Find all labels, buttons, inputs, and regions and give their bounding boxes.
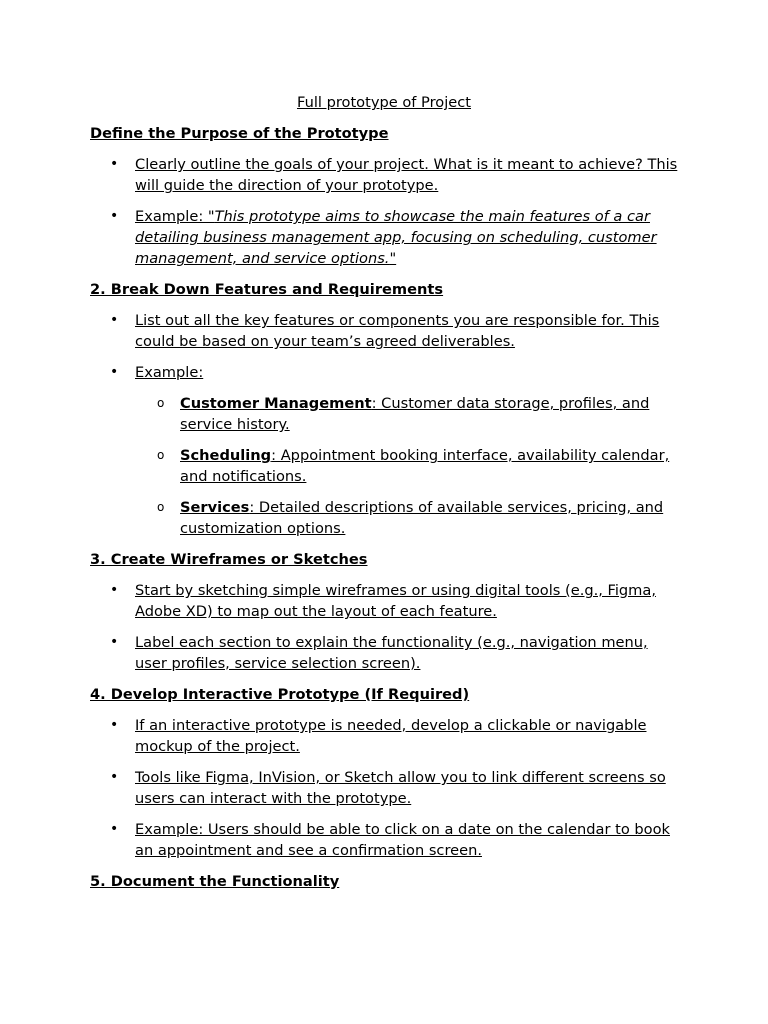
- bullet-marker: •: [110, 769, 119, 785]
- bullet-marker: •: [110, 364, 119, 380]
- bullet-marker: •: [110, 312, 119, 328]
- list-item-text: Clearly outline the goals of your project. What is it meant to achieve? This will guide the direction of your prototype.: [135, 156, 678, 194]
- interactive-list: [90, 715, 678, 861]
- list-item: [90, 206, 678, 269]
- list-item: [90, 715, 678, 757]
- sub-list-item: [135, 393, 678, 435]
- feature-name: Scheduling: [180, 447, 272, 464]
- list-item-text: List out all the key features or components you are responsible for. This could be based on your team’s agreed deliverables.: [135, 312, 660, 350]
- list-item: [90, 580, 678, 622]
- sub-bullet-marker: o: [157, 448, 165, 462]
- wireframes-list: [90, 580, 678, 674]
- bullet-marker: •: [110, 156, 119, 172]
- list-item-text: Tools like Figma, InVision, or Sketch allow you to link different screens so users can interact with the prototype.: [135, 769, 666, 807]
- section-heading-interactive: 4. Develop Interactive Prototype (If Required): [90, 686, 470, 703]
- list-item: [90, 362, 678, 539]
- example-prefix: Example: ": [135, 208, 215, 225]
- bullet-marker: •: [110, 582, 119, 598]
- list-item: [90, 819, 678, 861]
- section-heading-features: 2. Break Down Features and Requirements: [90, 281, 444, 298]
- document-title: Full prototype of Project: [297, 94, 471, 111]
- bullet-marker: •: [110, 821, 119, 837]
- sub-list-item: [135, 497, 678, 539]
- feature-description: : Detailed descriptions of available services, pricing, and customization options.: [180, 499, 664, 537]
- purpose-list: [90, 154, 678, 269]
- feature-description: : Appointment booking interface, availability calendar, and notifications.: [180, 447, 670, 485]
- list-item: [90, 154, 678, 196]
- list-item-text: Example: Users should be able to click on a date on the calendar to book an appointment and see a confirmation screen.: [135, 821, 670, 859]
- list-item-text: Example:: [135, 364, 204, 381]
- example-italic-text: This prototype aims to showcase the main features of a car detailing business management app, focusing on scheduling, customer management, and service options.: [135, 208, 657, 267]
- feature-sub-list: [135, 393, 678, 539]
- feature-name: Customer Management: [180, 395, 372, 412]
- example-suffix: ": [389, 250, 397, 267]
- bullet-marker: •: [110, 634, 119, 650]
- section-heading-document: 5. Document the Functionality: [90, 873, 340, 890]
- section-heading-wireframes: 3. Create Wireframes or Sketches: [90, 551, 368, 568]
- section-heading-purpose: Define the Purpose of the Prototype: [90, 125, 389, 142]
- sub-bullet-marker: o: [157, 396, 165, 410]
- list-item-text: Start by sketching simple wireframes or using digital tools (e.g., Figma, Adobe XD) to map out the layout of each feature.: [135, 582, 656, 620]
- features-list: [90, 310, 678, 539]
- sub-bullet-marker: o: [157, 500, 165, 514]
- list-item-text: Label each section to explain the functionality (e.g., navigation menu, user profiles, service selection screen).: [135, 634, 648, 672]
- list-item-text: If an interactive prototype is needed, develop a clickable or navigable mockup of the project.: [135, 717, 647, 755]
- sub-list-item: [135, 445, 678, 487]
- feature-description: : Customer data storage, profiles, and service history.: [180, 395, 650, 433]
- feature-name: Services: [180, 499, 250, 516]
- list-item: [90, 767, 678, 809]
- list-item: [90, 310, 678, 352]
- bullet-marker: •: [110, 717, 119, 733]
- bullet-marker: •: [110, 208, 119, 224]
- list-item: [90, 632, 678, 674]
